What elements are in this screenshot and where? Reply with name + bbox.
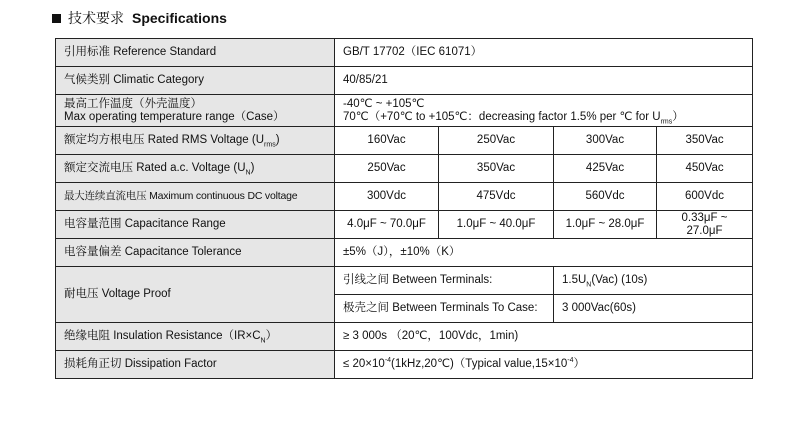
table-row xyxy=(56,351,753,379)
ac-voltage-value: 450Vac xyxy=(657,155,753,183)
ac-voltage-value: 425Vac xyxy=(554,155,657,183)
section-title-en: Specifications xyxy=(132,10,227,26)
rms-voltage-value: 300Vac xyxy=(554,127,657,155)
dc-voltage-value: 475Vdc xyxy=(439,183,554,211)
table-row xyxy=(56,323,753,351)
voltage-proof-case-value: 3 000Vac(60s) xyxy=(554,295,753,323)
dc-voltage-value: 300Vdc xyxy=(335,183,439,211)
rms-voltage-value: 250Vac xyxy=(439,127,554,155)
capacitance-range-value: 1.0μF ~ 28.0μF xyxy=(554,211,657,239)
section-title xyxy=(52,8,227,28)
table-row xyxy=(56,67,753,95)
dc-voltage-value: 560Vdc xyxy=(554,183,657,211)
table-row xyxy=(56,95,753,127)
climatic-label: 气候类别 Climatic Category xyxy=(56,67,335,95)
temperature-value: -40℃ ~ +105℃ 70℃（+70℃ to +105℃：decreasing factor 1.5% per ℃ for $U_{rms}$） xyxy=(335,95,753,127)
table-row xyxy=(56,183,753,211)
insulation-label: 绝缘电阻 Insulation $Resistance(IR\times C_N)$ xyxy=(56,323,335,351)
rms-voltage-label: 额定均方根电压 Rated RMS Voltage $(U_{rms})$ xyxy=(56,127,335,155)
rms-voltage-value: 160Vac xyxy=(335,127,439,155)
dissipation-label: 损耗角正切 Dissipation Factor xyxy=(56,351,335,379)
ac-voltage-value: 250Vac xyxy=(335,155,439,183)
rms-voltage-value: 350Vac xyxy=(657,127,753,155)
voltage-proof-label: 耐电压 Voltage Proof xyxy=(56,267,335,323)
reference-value: GB/T 17702（IEC 61071） xyxy=(335,39,753,67)
temperature-label: 最高工作温度（外壳温度） Max operating temperature range（Case） xyxy=(56,95,335,127)
table-row xyxy=(56,39,753,67)
table-row xyxy=(56,239,753,267)
table-row xyxy=(56,211,753,239)
tolerance-value: ±5%（J），±10%（K） xyxy=(335,239,753,267)
capacitance-range-value: 0.33μF ~ 27.0μF xyxy=(657,211,753,239)
voltage-proof-terminals-value: $1.5U_N(Vac)$ (10s) xyxy=(554,267,753,295)
capacitance-range-label: 电容量范围 Capacitance Range xyxy=(56,211,335,239)
capacitance-range-value: 1.0μF ~ 40.0μF xyxy=(439,211,554,239)
voltage-proof-terminals-label: 引线之间 Between Terminals: xyxy=(335,267,554,295)
table-row xyxy=(56,127,753,155)
ac-voltage-label: 额定交流电压 Rated a.c. Voltage $(U_N)$ xyxy=(56,155,335,183)
climatic-value: 40/85/21 xyxy=(335,67,753,95)
dc-voltage-label: 最大连续直流电压 Maximum continuous DC voltage xyxy=(56,183,335,211)
table-row xyxy=(56,155,753,183)
voltage-proof-case-label: 极壳之间 Between Terminals To Case: xyxy=(335,295,554,323)
square-bullet-icon xyxy=(52,14,61,23)
spec-table xyxy=(55,38,753,379)
dc-voltage-value: 600Vdc xyxy=(657,183,753,211)
tolerance-label: 电容量偏差 Capacitance Tolerance xyxy=(56,239,335,267)
table-row xyxy=(56,267,753,295)
capacitance-range-value: 4.0μF ~ 70.0μF xyxy=(335,211,439,239)
dissipation-value: ≤ $20\times 10^{-4}(1kHz,20℃)(Typical$ $value,15\times 10^{-4}$） xyxy=(335,351,753,379)
section-title-cn: 技术要求 xyxy=(68,10,124,26)
reference-label: 引用标准 Reference Standard xyxy=(56,39,335,67)
ac-voltage-value: 350Vac xyxy=(439,155,554,183)
insulation-value: ≥ 3 000s （20℃，100Vdc，1min) xyxy=(335,323,753,351)
